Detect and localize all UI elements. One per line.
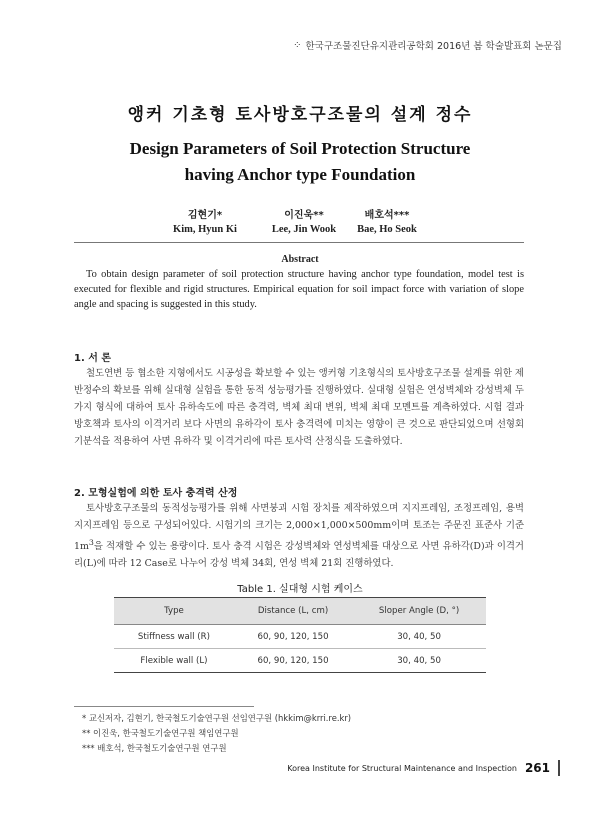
page-footer xyxy=(287,760,560,776)
footer-institute: Korea Institute for Structural Maintenance and Inspection xyxy=(287,763,517,773)
footnote-1: * 교신저자, 김현기, 한국철도기술연구원 선임연구원 (hkkim@krri.re.kr) xyxy=(82,713,352,723)
table-cell: Flexible wall (L) xyxy=(114,649,234,673)
author-name-korean: 이진욱** xyxy=(284,210,324,221)
paper-title-korean: 앵커 기초형 토사방호구조물의 설계 정수 xyxy=(127,105,473,125)
paper-title-english-line2: having Anchor type Foundation xyxy=(184,165,416,184)
journal-header xyxy=(293,38,562,52)
paper-title-english-line1: Design Parameters of Soil Protection Structure xyxy=(129,139,471,158)
footnotes xyxy=(82,711,351,756)
table-cell: 60, 90, 120, 150 xyxy=(234,625,352,649)
footnote-2: ** 이진욱, 한국철도기술연구원 책임연구원 xyxy=(82,728,239,738)
author-name-english: Bae, Ho Seok xyxy=(357,224,417,235)
footer-bar xyxy=(558,760,560,776)
journal-mark-icon: ⁘ xyxy=(293,39,302,51)
table-cell: Stiffness wall (R) xyxy=(114,625,234,649)
table-header-cell: Type xyxy=(114,598,234,625)
table-header-row xyxy=(114,598,486,625)
footnote-divider xyxy=(74,706,254,707)
paper-title-english xyxy=(0,136,600,188)
journal-name: 한국구조물진단유지관리공학회 2016년 봄 학술발표회 논문집 xyxy=(305,41,562,52)
superscript-exponent: 3 xyxy=(88,538,94,547)
section-2-heading: 2. 모형실험에 의한 토사 충격력 산정 xyxy=(74,488,238,499)
section-2-body-part2: 을 적재할 수 있는 용량이다. 토사 충격 시험은 강성벽체와 연성벽체를 대상으로 사면 유하각(D)과 이격거리(L)에 따라 12 Case로 나누어 강성 벽체 34회, 연성 벽체 21회 진행하였다. xyxy=(74,541,524,570)
table-header-cell: Sloper Angle (D, °) xyxy=(352,598,486,625)
table-cell: 30, 40, 50 xyxy=(352,649,486,673)
author-1 xyxy=(150,206,260,235)
section-1-heading: 1. 서 론 xyxy=(74,353,112,364)
abstract-body: To obtain design parameter of soil protection structure having anchor type foundation, model test is executed for flexible and rigid structures. Empirical equation for soil impact force with variation of slope angle and spacing is suggested in this study. xyxy=(74,269,524,310)
section-2-body-part1: 토사방호구조물의 동적성능평가를 위해 사면붕괴 시험 장치를 제작하였으며 지지프레임, 조정프레임, 용벽 지지프레임 등으로 구성되어있다. 시험기의 크기는 2,000×1,000×500mm이며 토조는 주문진 표준사 기준 1m xyxy=(74,503,524,553)
author-name-english: Kim, Hyun Ki xyxy=(173,224,237,235)
footnote-3: *** 배호석, 한국철도기술연구원 연구원 xyxy=(82,743,227,753)
author-name-korean: 김현기* xyxy=(187,210,223,221)
table-caption: Table 1. 실대형 시험 케이스 xyxy=(237,584,363,595)
section-1-body: 철도연변 등 협소한 지형에서도 시공성을 확보할 수 있는 앵커형 기초형식의 토사방호구조물 설계를 위한 제반정수의 확보를 위해 실대형 실험을 통한 동적 성능평가를 진행하였다. 실대형 실험은 연성벽체와 강성벽체 두 가지 형식에 대하여 토사 유하속도에 따른 충격력, 벽체 최대 변위, 벽체 최대 모멘트를 계측하였다. 시험 결과 방호책과 토사의 이격거리 보다 사면의 유하각이 토사 충격력에 미치는 영향이 큰 것으로 판단되었으며 선형회기분석을 적용하여 사면 유하각 및 이격거리에 따른 토사력 산정식을 도출하였다. xyxy=(74,368,524,447)
author-name-english: Lee, Jin Wook xyxy=(271,224,337,235)
header-divider xyxy=(74,242,524,243)
abstract-heading: Abstract xyxy=(281,254,319,265)
author-3 xyxy=(332,206,442,235)
table-row xyxy=(114,625,486,649)
table-row xyxy=(114,649,486,673)
test-case-table xyxy=(114,597,486,673)
table-cell: 60, 90, 120, 150 xyxy=(234,649,352,673)
table-cell: 30, 40, 50 xyxy=(352,625,486,649)
page-number: 261 xyxy=(524,761,550,775)
table-header-cell: Distance (L, cm) xyxy=(234,598,352,625)
author-name-korean: 배호석*** xyxy=(364,210,410,221)
section-2-body xyxy=(74,500,524,572)
